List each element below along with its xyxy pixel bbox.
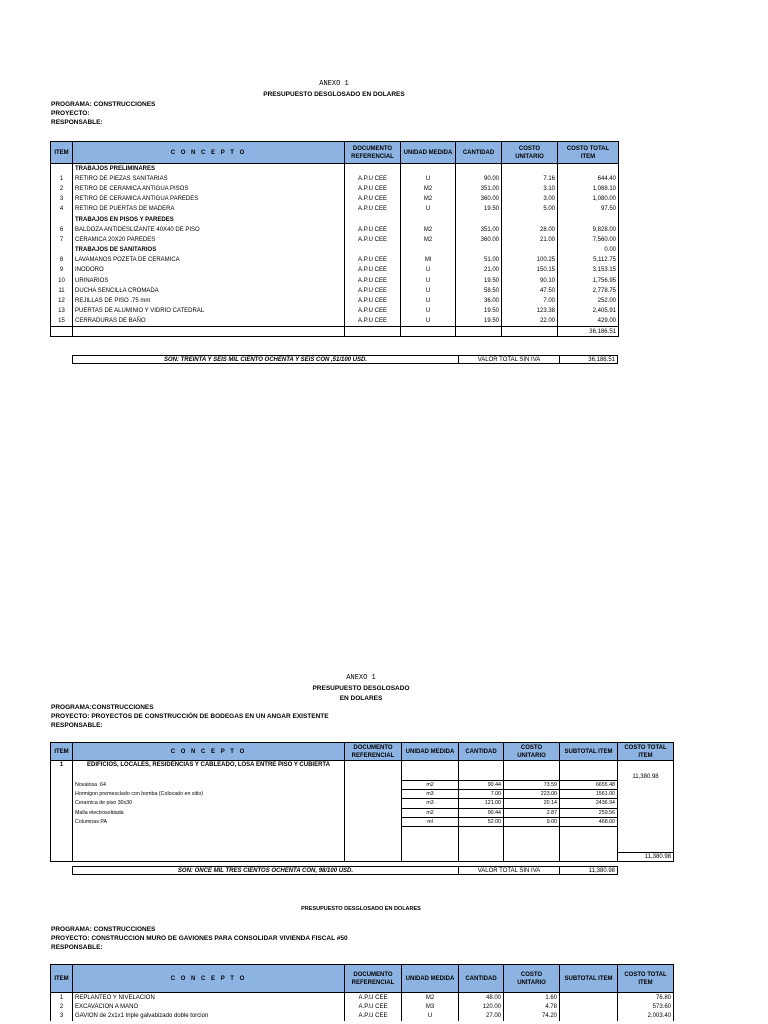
cantidad-cell: 19.50 — [456, 316, 502, 326]
responsable-label: RESPONSABLE: — [51, 119, 103, 126]
documento-cell — [345, 164, 401, 174]
annex-label: ANEXO 1 — [319, 80, 349, 88]
costo-unitario-cell: 73.59 — [504, 781, 560, 790]
header-item: ITEM — [51, 965, 73, 993]
costo-unitario-cell: 21.00 — [502, 235, 558, 245]
cantidad-cell: 360.00 — [456, 235, 502, 245]
unidad-cell: m3 — [402, 790, 459, 799]
table-row — [51, 204, 619, 214]
unidad-cell: U — [401, 204, 456, 214]
costo-unitario-cell: 3.00 — [502, 194, 558, 204]
table-row — [51, 184, 619, 194]
proyecto-label: PROYECTO: PROYECTOS DE CONSTRUCCIÓN DE BODEGAS EN UN ANGAR EXISTENTE — [51, 713, 329, 720]
header-documento: DOCUMENTO REFERENCIAL — [345, 743, 402, 761]
unidad-cell: U — [401, 174, 456, 184]
responsable-label: RESPONSABLE: — [51, 722, 103, 729]
item-number: 9 — [51, 265, 73, 275]
documento-cell — [345, 781, 402, 790]
costo-total-cell — [618, 790, 674, 799]
valor-total-label: VALOR TOTAL SIN IVA — [458, 866, 560, 875]
unidad-cell: Ml — [401, 255, 456, 265]
section-row — [51, 214, 619, 224]
concepto-cell: RETIRO DE CERAMICA ANTIGUA PAREDES — [73, 194, 345, 204]
unidad-cell — [401, 245, 456, 255]
sum-total: 36,186.51 — [558, 327, 619, 337]
unidad-cell — [401, 164, 456, 174]
table-row — [51, 255, 619, 265]
unidad-cell: U — [401, 316, 456, 326]
header-unidad: UNIDAD MEDIDA — [401, 142, 456, 164]
costo-unitario-cell: 7.16 — [502, 174, 558, 184]
cantidad-cell: 48.00 — [459, 993, 504, 1003]
cantidad-cell: 90.44 — [459, 808, 504, 817]
table-row — [51, 808, 674, 817]
documento-cell — [345, 799, 402, 808]
concepto-cell: Ceramica de piso 30x30 — [73, 799, 345, 808]
costo-total-cell — [558, 164, 619, 174]
documento-cell: A.P.U CEE — [345, 204, 401, 214]
cantidad-cell: 36.00 — [456, 296, 502, 306]
concepto-cell: EXCAVACION A MANO — [73, 1002, 345, 1012]
documento-cell: A.P.U CEE — [345, 1012, 402, 1022]
documento-cell: A.P.U CEE — [345, 194, 401, 204]
table-row — [51, 225, 619, 235]
unidad-cell: m2 — [402, 808, 459, 817]
costo-unitario-cell: 9.00 — [504, 817, 560, 826]
subtotal-cell — [560, 1012, 618, 1022]
concepto-cell: DUCHA SENCILLA CROMADA — [73, 286, 345, 296]
table-row — [51, 781, 674, 790]
annex-label: ANEXO 1 — [346, 674, 376, 682]
item-number — [51, 214, 73, 224]
cantidad-cell: 58.50 — [456, 286, 502, 296]
concepto-cell: Hormigon premesclado con bomba (Colocado en sitio) — [73, 790, 345, 799]
unidad-cell: U — [402, 1012, 459, 1022]
item-number — [51, 245, 73, 255]
cantidad-cell: 52.00 — [459, 817, 504, 826]
table-body — [51, 993, 674, 1022]
item-number: 12 — [51, 296, 73, 306]
item-number: 11 — [51, 286, 73, 296]
cantidad-cell: 21.00 — [456, 265, 502, 275]
group-total: 11,380.98 — [618, 761, 674, 781]
section-row — [51, 245, 619, 255]
documento-cell: A.P.U CEE — [345, 255, 401, 265]
subtotal-cell: 6655.48 — [560, 781, 618, 790]
doc-title: PRESUPUESTO DESGLOSADO — [312, 685, 410, 692]
header-costo-total: COSTO TOTAL ITEM — [558, 142, 619, 164]
costo-unitario-cell: 22.00 — [502, 316, 558, 326]
concepto-cell: CERAMICA 20X20 PAREDES — [73, 235, 345, 245]
header-concepto: C O N C E P T O — [73, 965, 345, 993]
table-row — [51, 286, 619, 296]
concepto-cell: PUERTAS DE ALUMINIO Y VIDRIO CATEDRAL — [73, 306, 345, 316]
cantidad-cell: 19.50 — [456, 204, 502, 214]
cantidad-cell: 27.00 — [459, 1012, 504, 1022]
unidad-cell: U — [401, 276, 456, 286]
cantidad-cell: 351.00 — [456, 225, 502, 235]
costo-total-cell: 429.00 — [558, 316, 619, 326]
cantidad-cell: 90.00 — [456, 174, 502, 184]
concepto-cell: LAVAMANOS POZETA DE CERAMICA — [73, 255, 345, 265]
item-number: 3 — [51, 194, 73, 204]
cantidad-cell: 360.00 — [456, 194, 502, 204]
doc-title: PRESUPUESTO DESGLOSADO EN DOLARES — [301, 906, 421, 912]
item-number: 2 — [51, 1002, 73, 1012]
item-number: 3 — [51, 1012, 73, 1022]
item-number: 1 — [51, 993, 73, 1003]
item-number: 6 — [51, 225, 73, 235]
costo-total-cell: 5,112.75 — [558, 255, 619, 265]
documento-cell: A.P.U CEE — [345, 265, 401, 275]
concepto-cell: Novalosa .64 — [73, 781, 345, 790]
header-item: ITEM — [51, 142, 73, 164]
costo-unitario-cell: 5.00 — [502, 204, 558, 214]
section-row — [51, 164, 619, 174]
item-number: 8 — [51, 255, 73, 265]
documento-cell: A.P.U CEE — [345, 174, 401, 184]
header-costo-total: COSTO TOTAL ITEM — [618, 965, 674, 993]
item-number — [51, 164, 73, 174]
concepto-cell: RETIRO DE CERAMICA ANTIGUA PISOS — [73, 184, 345, 194]
concepto-cell: CERRADURAS DE BAÑO — [73, 316, 345, 326]
documento-cell — [345, 245, 401, 255]
documento-cell: A.P.U CEE — [345, 286, 401, 296]
item-number: 2 — [51, 184, 73, 194]
costo-total-cell: 252.00 — [558, 296, 619, 306]
header-subtotal: SUBTOTAL ITEM — [560, 743, 618, 761]
table-row — [51, 174, 619, 184]
doc-meta — [51, 703, 329, 730]
header-concepto: C O N C E P T O — [73, 743, 345, 761]
cantidad-cell: 120.00 — [459, 1002, 504, 1012]
table-row — [51, 316, 619, 326]
group-item-number: 1 — [51, 761, 73, 781]
table-row — [51, 276, 619, 286]
costo-total-cell: 1,756.95 — [558, 276, 619, 286]
doc-title-line2: EN DOLARES — [339, 695, 383, 702]
proyecto-label: PROYECTO: — [51, 110, 90, 117]
concepto-cell: Columnas PA — [73, 817, 345, 826]
responsable-label: RESPONSABLE: — [51, 944, 103, 951]
costo-unitario-cell: 4.78 — [504, 1002, 560, 1012]
item-number: 1 — [51, 174, 73, 184]
table-body — [51, 164, 619, 327]
costo-total-cell — [618, 799, 674, 808]
unidad-cell: M2 — [401, 194, 456, 204]
costo-total-cell: 573.60 — [618, 1002, 674, 1012]
header-cantidad: CANTIDAD — [456, 142, 502, 164]
costo-total-cell — [618, 817, 674, 826]
header-costo-unitario: COSTO UNITARIO — [502, 142, 558, 164]
cantidad-cell — [456, 164, 502, 174]
header-costo-total: COSTO TOTAL ITEM — [618, 743, 674, 761]
header-documento: DOCUMENTO REFERENCIAL — [345, 965, 402, 993]
costo-unitario-cell — [502, 164, 558, 174]
concepto-cell: URINARIOS — [73, 276, 345, 286]
documento-cell — [345, 790, 402, 799]
table-row — [51, 194, 619, 204]
costo-unitario-cell — [502, 245, 558, 255]
item-number — [51, 808, 73, 817]
cantidad-cell: 121.00 — [459, 799, 504, 808]
unidad-cell — [401, 214, 456, 224]
budget-table-2 — [50, 742, 674, 862]
programa-label: PROGRAMA: CONSTRUCCIONES — [51, 926, 156, 933]
table-row — [51, 306, 619, 316]
cantidad-cell: 7.00 — [459, 790, 504, 799]
table-row — [51, 1012, 674, 1022]
costo-total-cell: 7,560.00 — [558, 235, 619, 245]
concepto-cell: GAVION de 2x1x1 triple galvabizado doble torcion — [73, 1012, 345, 1022]
costo-total-cell: 76.80 — [618, 993, 674, 1003]
costo-total-cell: 2,405.91 — [558, 306, 619, 316]
header-unidad: UNIDAD MEDIDA — [402, 965, 459, 993]
concepto-cell: BALDOZA ANTIDESLIZANTE 40X40 DE PISO — [73, 225, 345, 235]
costo-unitario-cell — [502, 214, 558, 224]
unidad-cell: m2 — [402, 781, 459, 790]
table-row — [51, 296, 619, 306]
costo-total-cell — [618, 781, 674, 790]
unidad-cell: M2 — [401, 225, 456, 235]
documento-cell: A.P.U CEE — [345, 235, 401, 245]
concepto-cell: Malla electrosoldada — [73, 808, 345, 817]
table-body — [51, 781, 674, 827]
unidad-cell: m3 — [402, 799, 459, 808]
table-row — [51, 265, 619, 275]
subtotal-cell: 259.56 — [560, 808, 618, 817]
proyecto-label: PROYECTO: CONSTRUCCION MURO DE GAVIONES PARA CONSOLIDAR VIVIENDA FISCAL #50 — [51, 935, 348, 942]
header-unidad: UNIDAD MEDIDA — [402, 743, 459, 761]
costo-unitario-cell: 3.10 — [502, 184, 558, 194]
sum-total: 11,380.98 — [618, 852, 674, 861]
item-number: 13 — [51, 306, 73, 316]
table-row — [51, 993, 674, 1003]
section-title: TRABAJOS PRELIMINARES — [73, 164, 345, 174]
subtotal-cell: 1561.00 — [560, 790, 618, 799]
documento-cell: A.P.U CEE — [345, 225, 401, 235]
costo-unitario-cell: 47.50 — [502, 286, 558, 296]
header-cantidad: CANTIDAD — [459, 965, 504, 993]
table-row — [51, 235, 619, 245]
documento-cell: A.P.U CEE — [345, 993, 402, 1003]
doc-meta — [51, 925, 348, 952]
unidad-cell: ml — [402, 817, 459, 826]
doc-meta — [51, 100, 155, 127]
costo-unitario-cell: 20.14 — [504, 799, 560, 808]
costo-total-cell: 1,088.10 — [558, 184, 619, 194]
concepto-cell: RETIRO DE PUERTAS DE MADERA — [73, 204, 345, 214]
item-number: 10 — [51, 276, 73, 286]
programa-label: PROGRAMA:CONSTRUCCIONES — [51, 704, 154, 711]
unidad-cell: U — [401, 286, 456, 296]
table-row — [51, 799, 674, 808]
valor-total-value: 11,380.98 — [559, 866, 618, 875]
unidad-cell: M3 — [402, 1002, 459, 1012]
item-number — [51, 790, 73, 799]
costo-unitario-cell: 1.60 — [504, 993, 560, 1003]
costo-total-cell: 644.40 — [558, 174, 619, 184]
programa-label: PROGRAMA: CONSTRUCCIONES — [51, 101, 156, 108]
costo-unitario-cell: 28.00 — [502, 225, 558, 235]
costo-total-cell: 2,778.75 — [558, 286, 619, 296]
amount-in-words: SON: TREINTA Y SEIS MIL CIENTO OCHENTA Y SEIS CON ,51/100 USD. — [72, 355, 459, 364]
costo-total-cell: 2,003.40 — [618, 1012, 674, 1022]
documento-cell: A.P.U CEE — [345, 184, 401, 194]
costo-unitario-cell: 100.25 — [502, 255, 558, 265]
concepto-cell: INODORO — [73, 265, 345, 275]
documento-cell — [345, 817, 402, 826]
costo-unitario-cell: 7.00 — [502, 296, 558, 306]
unidad-cell: M2 — [402, 993, 459, 1003]
documento-cell: A.P.U CEE — [345, 296, 401, 306]
costo-total-cell — [618, 808, 674, 817]
item-number: 15 — [51, 316, 73, 326]
documento-cell: A.P.U CEE — [345, 306, 401, 316]
documento-cell — [345, 214, 401, 224]
costo-unitario-cell: 90.10 — [502, 276, 558, 286]
item-number: 4 — [51, 204, 73, 214]
costo-total-cell: 97.50 — [558, 204, 619, 214]
costo-unitario-cell: 2.87 — [504, 808, 560, 817]
item-number — [51, 781, 73, 790]
item-number — [51, 817, 73, 826]
costo-total-cell: 1,080.00 — [558, 194, 619, 204]
header-documento: DOCUMENTO REFERENCIAL — [345, 142, 401, 164]
costo-unitario-cell: 123.38 — [502, 306, 558, 316]
costo-total-cell: 0.00 — [558, 245, 619, 255]
header-item: ITEM — [51, 743, 73, 761]
costo-unitario-cell: 150.15 — [502, 265, 558, 275]
amount-in-words: SON: ONCE MIL TRES CIENTOS OCHENTA CON, 98/100 USD. — [72, 866, 459, 875]
subtotal-cell — [560, 1002, 618, 1012]
header-concepto: C O N C E P T O — [73, 142, 345, 164]
concepto-cell: REJILLAS DE PISO .75 mm — [73, 296, 345, 306]
costo-total-cell: 9,828.00 — [558, 225, 619, 235]
valor-total-value: 36,186.51 — [559, 355, 618, 364]
costo-unitario-cell: 74.20 — [504, 1012, 560, 1022]
subtotal-cell: 468.00 — [560, 817, 618, 826]
doc-title: PRESUPUESTO DESGLOSADO EN DOLARES — [263, 91, 405, 98]
concepto-cell: REPLANTEO Y NIVELACION — [73, 993, 345, 1003]
valor-total-label: VALOR TOTAL SIN IVA — [458, 355, 560, 364]
item-number — [51, 799, 73, 808]
group-title: EDIFICIOS, LOCALES, RESIDENCIAS Y CABLEADO, LOSA ENTRE PISO Y CUBIERTA — [73, 761, 345, 781]
cantidad-cell: 19.50 — [456, 276, 502, 286]
unidad-cell: U — [401, 306, 456, 316]
unidad-cell: U — [401, 265, 456, 275]
costo-unitario-cell: 223.00 — [504, 790, 560, 799]
documento-cell: A.P.U CEE — [345, 1002, 402, 1012]
header-cantidad: CANTIDAD — [459, 743, 504, 761]
costo-total-cell: 3,153.15 — [558, 265, 619, 275]
costo-total-cell — [558, 214, 619, 224]
subtotal-cell: 2436.94 — [560, 799, 618, 808]
item-number: 7 — [51, 235, 73, 245]
cantidad-cell: 19.50 — [456, 306, 502, 316]
subtotal-cell — [560, 993, 618, 1003]
section-title: TRABAJOS DE SANITARIOS — [73, 245, 345, 255]
table-row — [51, 1002, 674, 1012]
header-subtotal: SUBTOTAL ITEM — [560, 965, 618, 993]
cantidad-cell — [456, 214, 502, 224]
unidad-cell: M2 — [401, 235, 456, 245]
unidad-cell: M2 — [401, 184, 456, 194]
unidad-cell: U — [401, 296, 456, 306]
cantidad-cell: 351.00 — [456, 184, 502, 194]
documento-cell — [345, 808, 402, 817]
table-row — [51, 790, 674, 799]
concepto-cell: RETIRO DE PIEZAS SANITARIAS — [73, 174, 345, 184]
budget-table-1 — [50, 141, 619, 337]
cantidad-cell: 51.00 — [456, 255, 502, 265]
header-costo-unitario: COSTO UNITARIO — [504, 965, 560, 993]
section-title: TRABAJOS EN PISOS Y PAREDES — [73, 214, 345, 224]
cantidad-cell — [456, 245, 502, 255]
cantidad-cell: 90.44 — [459, 781, 504, 790]
documento-cell: A.P.U CEE — [345, 276, 401, 286]
budget-table-3 — [50, 964, 674, 1021]
header-costo-unitario: COSTO UNITARIO — [504, 743, 560, 761]
documento-cell: A.P.U CEE — [345, 316, 401, 326]
table-row — [51, 817, 674, 826]
